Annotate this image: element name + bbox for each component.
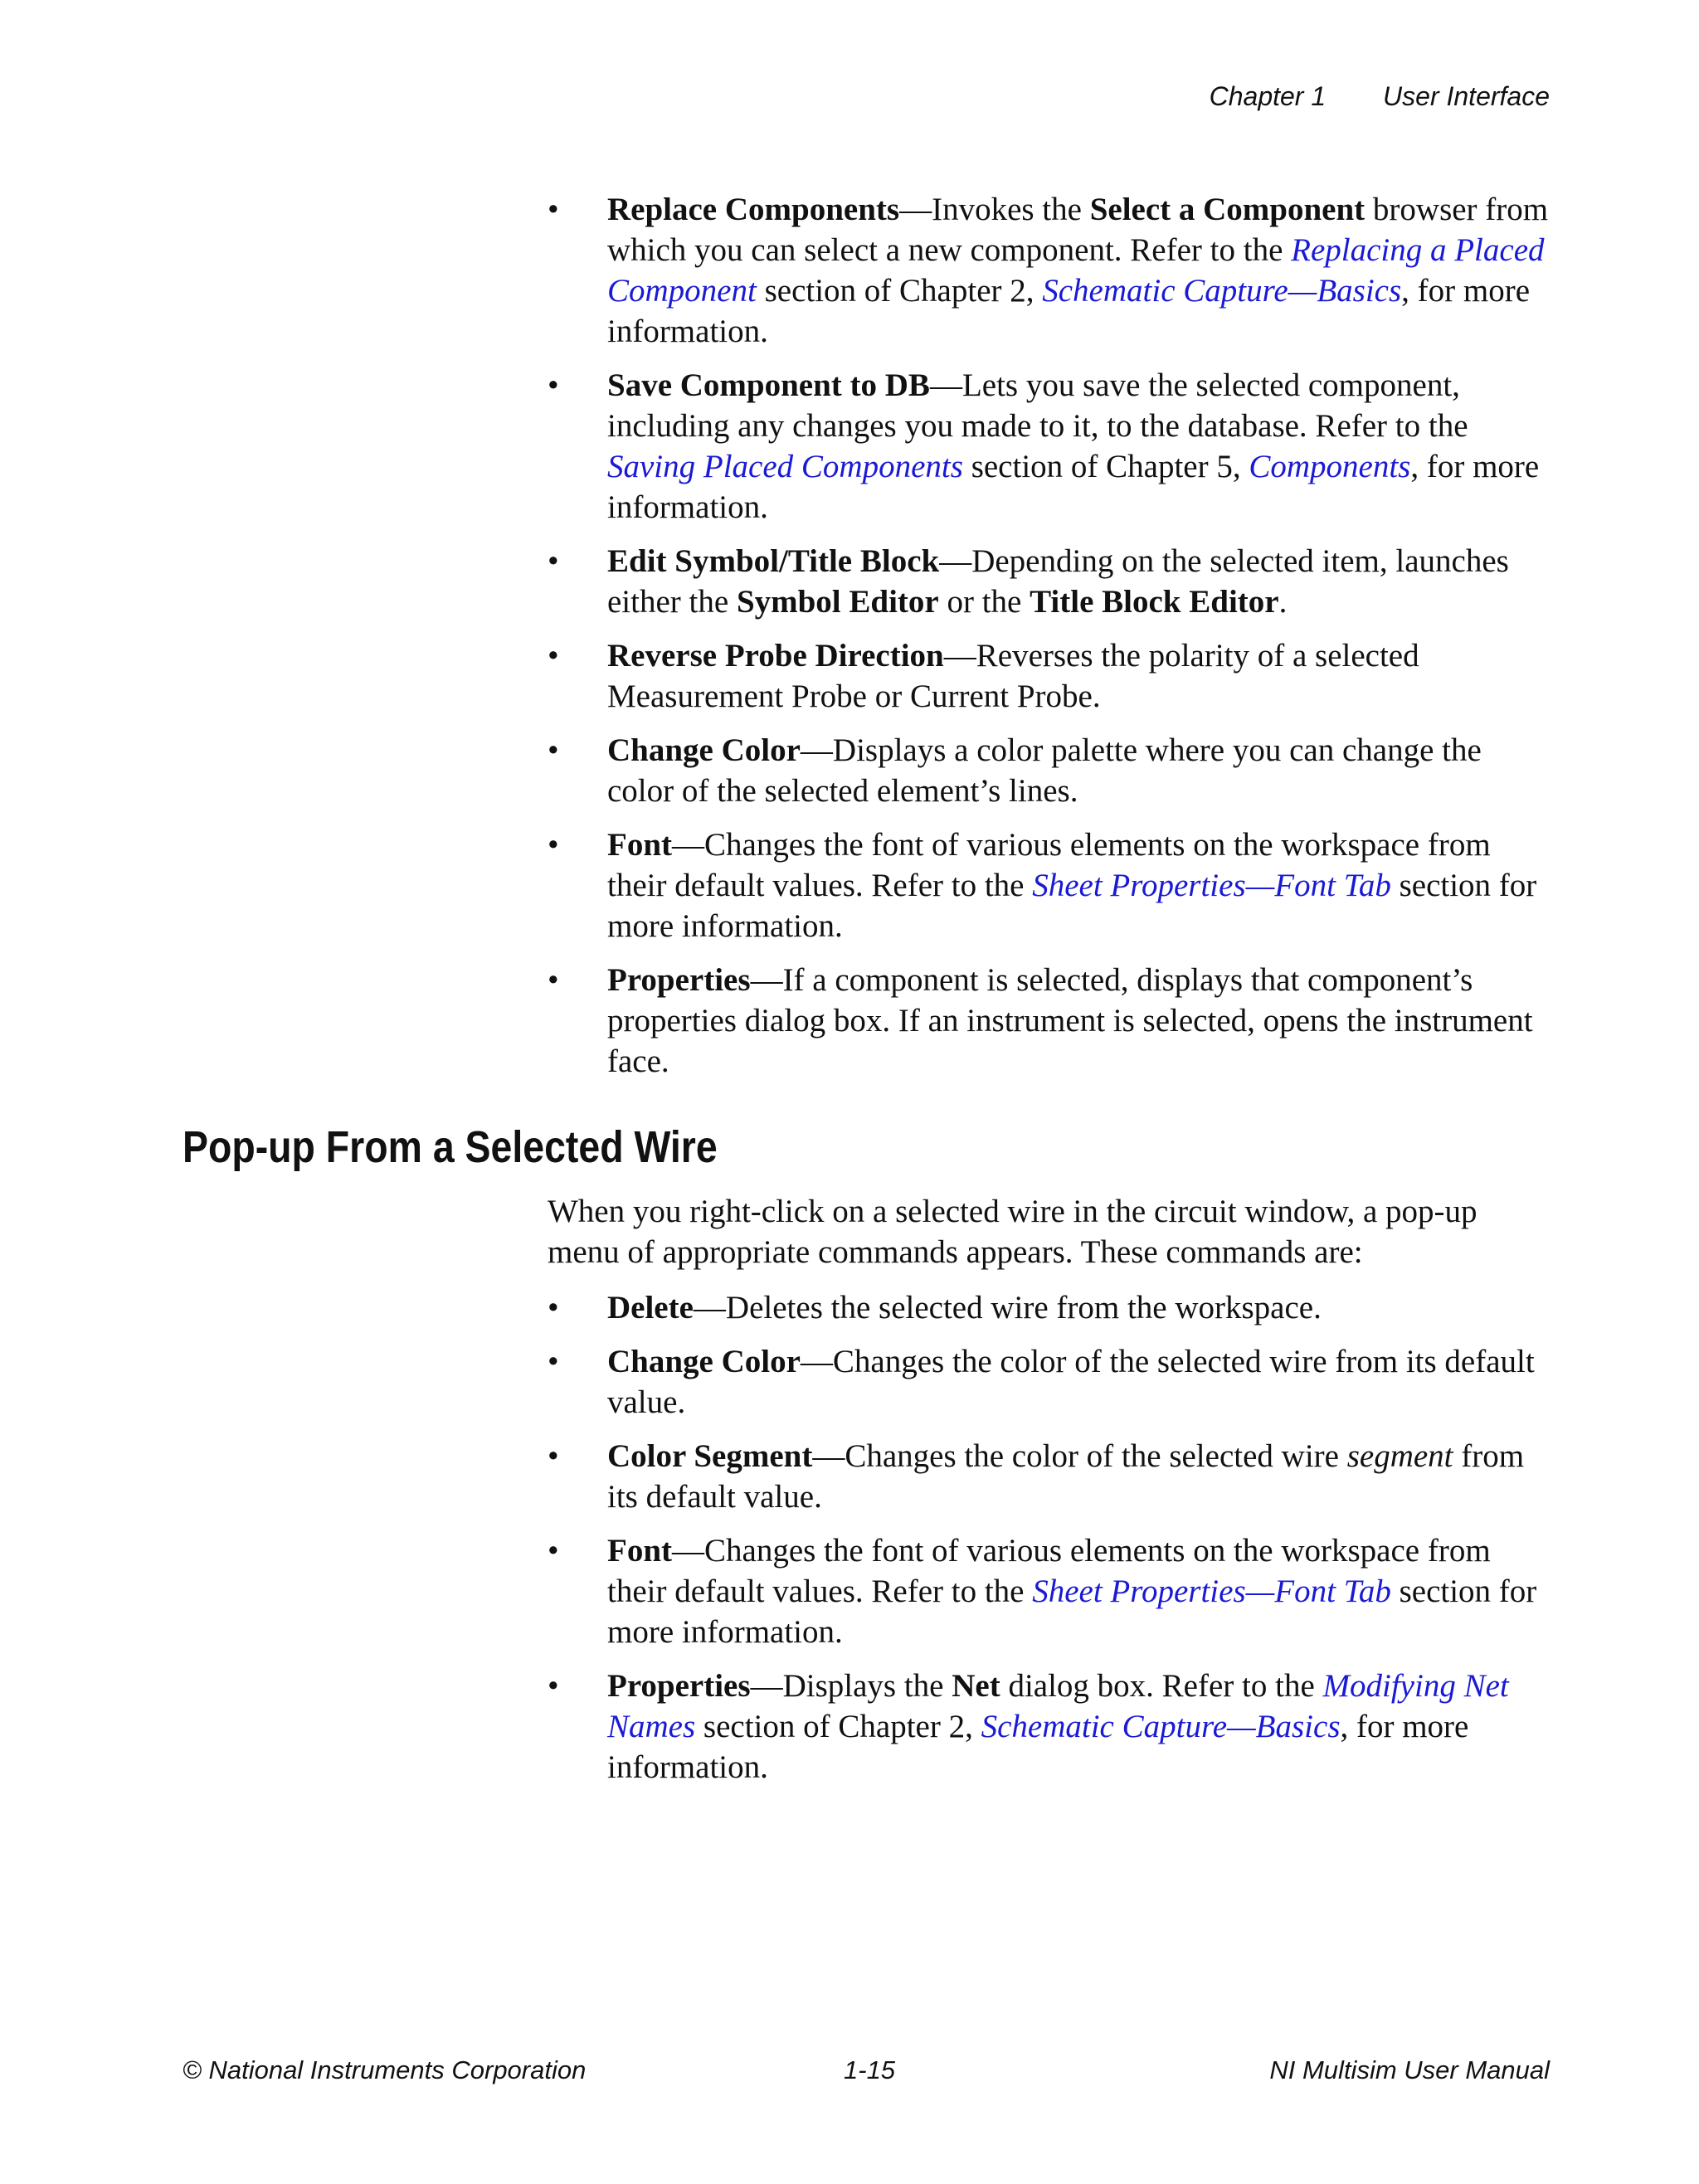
command-term: Reverse Probe Direction — [607, 638, 944, 674]
command-list-wire — [0, 1287, 1699, 1788]
list-item — [0, 730, 1549, 811]
description-text: , for more information. — [607, 273, 1531, 349]
description-text: —Changes the color of the selected wire from its default value. — [607, 1344, 1535, 1420]
command-term: Change Color — [607, 1344, 801, 1379]
description-text: section for more information. — [607, 1574, 1537, 1650]
cross-reference-link[interactable]: Replacing a Placed Component — [607, 232, 1545, 309]
cross-reference-link[interactable]: Modifying Net Names — [607, 1668, 1509, 1744]
bullet-icon: • — [548, 1533, 559, 1569]
description-text: . — [1278, 584, 1288, 620]
command-term: Change Color — [607, 732, 801, 768]
bullet-icon: • — [548, 367, 559, 403]
footer-manual-title: NI Multisim User Manual — [1269, 2055, 1550, 2084]
description-text: —If a component is selected, displays that component’s properties dialog box. If an instrument is selected, opens the instrument face. — [607, 962, 1533, 1079]
description-text: section for more information. — [607, 868, 1537, 944]
command-term: Edit Symbol/Title Block — [607, 543, 940, 579]
list-item — [0, 189, 1549, 352]
description-text: —Changes the font of various elements on the workspace from their default values. Refer to the — [607, 1533, 1491, 1609]
bullet-icon: • — [548, 192, 559, 227]
list-item — [0, 635, 1549, 717]
header-chapter: Chapter 1 — [1209, 81, 1327, 111]
list-item — [0, 1530, 1549, 1652]
command-term: Font — [607, 1533, 672, 1569]
description-text: dialog box. Refer to the — [1000, 1668, 1323, 1704]
bold-term: Net — [952, 1668, 1000, 1704]
page-number: 1-15 — [844, 2055, 896, 2084]
footer-copyright: © National Instruments Corporation — [183, 2055, 587, 2084]
command-term: Font — [607, 827, 672, 863]
command-term: Delete — [607, 1290, 694, 1325]
bullet-icon: • — [548, 1344, 559, 1379]
cross-reference-link[interactable]: Schematic Capture—Basics — [1042, 273, 1402, 309]
bullet-icon: • — [548, 1438, 559, 1474]
description-text: , for more information. — [607, 449, 1540, 525]
bullet-icon: • — [548, 732, 559, 768]
description-text: browser from which you can select a new component. Refer to the — [607, 192, 1549, 268]
description-text: section of Chapter 5, — [962, 449, 1249, 484]
bullet-icon: • — [548, 1290, 559, 1325]
description-text: —Changes the color of the selected wire — [812, 1438, 1347, 1474]
cross-reference-link[interactable]: Components — [1249, 449, 1411, 484]
list-item — [0, 365, 1549, 528]
description-text: , for more information. — [607, 1709, 1469, 1785]
command-term: Replace Components — [607, 192, 900, 227]
bullet-icon: • — [548, 827, 559, 863]
description-text: —Invokes the — [899, 192, 1090, 227]
description-text: —Displays a color palette where you can change the color of the selected element’s lines. — [607, 732, 1482, 809]
section-heading: Pop-up From a Selected Wire — [183, 1122, 718, 1172]
bold-term: Symbol Editor — [736, 584, 939, 620]
command-list-component — [0, 189, 1699, 1082]
section-intro: When you right-click on a selected wire in the circuit window, a pop-up menu of appropriate commands appears. These commands are: — [548, 1194, 1477, 1270]
cross-reference-link[interactable]: Schematic Capture—Basics — [981, 1709, 1341, 1744]
bullet-icon: • — [548, 638, 559, 674]
bullet-icon: • — [548, 962, 559, 998]
description-text: or the — [938, 584, 1030, 620]
command-term: Color Segment — [607, 1438, 813, 1474]
bullet-icon: • — [548, 1668, 559, 1704]
list-item — [0, 1666, 1549, 1788]
list-item — [0, 1287, 1549, 1328]
bold-term: Select a Component — [1089, 192, 1366, 227]
bullet-icon: • — [548, 543, 559, 579]
command-term: Save Component to DB — [607, 367, 930, 403]
description-text: —Changes the font of various elements on the workspace from their default values. Refer to the — [607, 827, 1491, 903]
list-item — [0, 960, 1549, 1082]
command-term: Properties — [607, 1668, 751, 1704]
description-text: —Reverses the polarity of a selected Measurement Probe or Current Probe. — [607, 638, 1419, 714]
running-header — [1210, 81, 1550, 112]
cross-reference-link[interactable]: Sheet Properties—Font Tab — [1032, 868, 1391, 903]
description-text: from its default value. — [607, 1438, 1525, 1515]
bold-term: Title Block Editor — [1030, 584, 1279, 620]
cross-reference-link[interactable]: Saving Placed Components — [607, 449, 963, 484]
command-term: Properties — [607, 962, 751, 998]
cross-reference-link[interactable]: Sheet Properties—Font Tab — [1032, 1574, 1391, 1609]
description-text: section of Chapter 2, — [695, 1709, 981, 1744]
description-text: —Displays the — [750, 1668, 952, 1704]
description-text: section of Chapter 2, — [756, 273, 1043, 309]
list-item — [0, 824, 1549, 946]
description-text: —Depending on the selected item, launches either the — [607, 543, 1509, 620]
description-text: —Deletes the selected wire from the workspace. — [693, 1290, 1322, 1325]
list-item — [0, 1436, 1549, 1517]
description-text: —Lets you save the selected component, including any changes you made to it, to the database. Refer to the — [607, 367, 1468, 444]
list-item — [0, 541, 1549, 622]
header-section: User Interface — [1383, 81, 1550, 111]
emphasis-text: segment — [1346, 1438, 1453, 1474]
list-item — [0, 1341, 1549, 1423]
